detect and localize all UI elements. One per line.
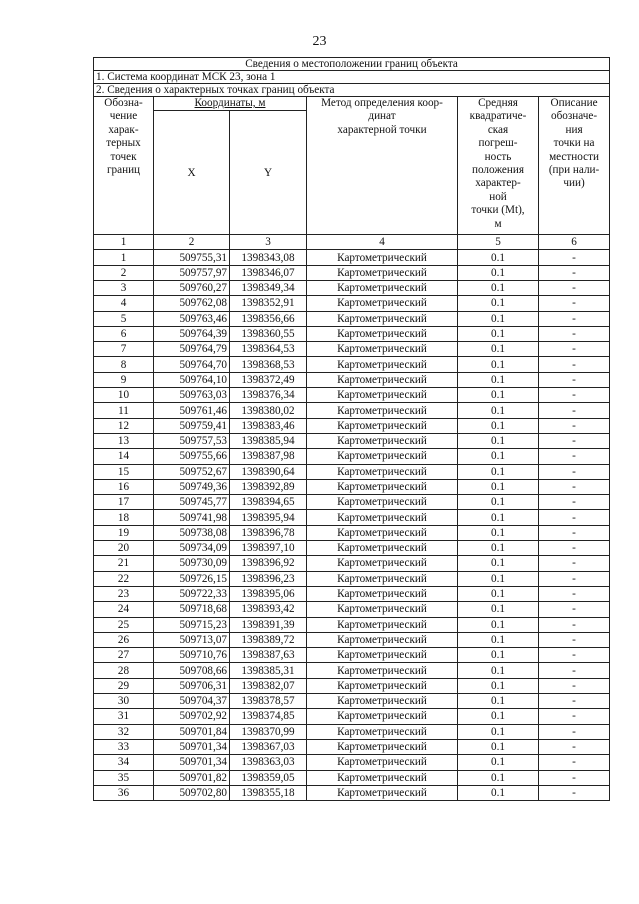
x-coordinate: 509718,68	[154, 602, 230, 617]
x-coordinate: 509761,46	[154, 403, 230, 418]
point-description: -	[539, 281, 610, 296]
y-coordinate: 1398378,57	[230, 694, 307, 709]
x-coordinate: 509752,67	[154, 464, 230, 479]
y-coordinate: 1398368,53	[230, 357, 307, 372]
x-coordinate: 509757,97	[154, 265, 230, 280]
mean-error: 0.1	[458, 342, 539, 357]
table-row	[94, 663, 610, 678]
table-title: Сведения о местоположении границ объекта	[94, 58, 610, 71]
header-coordinates-text: Координаты, м	[194, 97, 266, 109]
table-row	[94, 617, 610, 632]
y-coordinate: 1398396,78	[230, 525, 307, 540]
point-number: 16	[94, 479, 154, 494]
y-coordinate: 1398396,23	[230, 571, 307, 586]
method: Картометрический	[307, 571, 458, 586]
y-coordinate: 1398376,34	[230, 388, 307, 403]
x-coordinate: 509715,23	[154, 617, 230, 632]
mean-error: 0.1	[458, 663, 539, 678]
point-description: -	[539, 433, 610, 448]
point-description: -	[539, 326, 610, 341]
x-coordinate: 509763,03	[154, 388, 230, 403]
mean-error: 0.1	[458, 464, 539, 479]
table-row	[94, 326, 610, 341]
table-row	[94, 495, 610, 510]
x-coordinate: 509710,76	[154, 648, 230, 663]
mean-error: 0.1	[458, 433, 539, 448]
mean-error: 0.1	[458, 770, 539, 785]
method: Картометрический	[307, 648, 458, 663]
y-coordinate: 1398380,02	[230, 403, 307, 418]
x-coordinate: 509755,66	[154, 449, 230, 464]
mean-error: 0.1	[458, 311, 539, 326]
method: Картометрический	[307, 311, 458, 326]
point-description: -	[539, 694, 610, 709]
method: Картометрический	[307, 694, 458, 709]
table-row	[94, 479, 610, 494]
y-coordinate: 1398360,55	[230, 326, 307, 341]
point-number: 27	[94, 648, 154, 663]
y-coordinate: 1398395,06	[230, 586, 307, 601]
point-number: 12	[94, 418, 154, 433]
y-coordinate: 1398397,10	[230, 541, 307, 556]
mean-error: 0.1	[458, 602, 539, 617]
y-coordinate: 1398391,39	[230, 617, 307, 632]
boundary-table	[93, 57, 610, 801]
table-row	[94, 541, 610, 556]
mean-error: 0.1	[458, 617, 539, 632]
point-description: -	[539, 541, 610, 556]
table-row	[94, 250, 610, 265]
point-description: -	[539, 602, 610, 617]
method: Картометрический	[307, 296, 458, 311]
x-coordinate: 509764,39	[154, 326, 230, 341]
x-coordinate: 509764,79	[154, 342, 230, 357]
table-row	[94, 281, 610, 296]
method: Картометрический	[307, 602, 458, 617]
point-number: 1	[94, 250, 154, 265]
x-coordinate: 509759,41	[154, 418, 230, 433]
method: Картометрический	[307, 388, 458, 403]
method: Картометрический	[307, 403, 458, 418]
header-description	[539, 97, 610, 235]
point-description: -	[539, 770, 610, 785]
method: Картометрический	[307, 617, 458, 632]
point-number: 31	[94, 709, 154, 724]
table-row	[94, 785, 610, 800]
y-coordinate: 1398382,07	[230, 678, 307, 693]
point-number: 3	[94, 281, 154, 296]
x-coordinate: 509734,09	[154, 541, 230, 556]
point-description: -	[539, 403, 610, 418]
point-description: -	[539, 357, 610, 372]
point-number: 20	[94, 541, 154, 556]
table-row	[94, 556, 610, 571]
table-row	[94, 694, 610, 709]
point-number: 14	[94, 449, 154, 464]
method: Картометрический	[307, 449, 458, 464]
header-error-text: Средняя квадратиче- ская погреш- ность положения характер- ной точки (Mt), м	[469, 97, 527, 230]
column-number: 4	[307, 235, 458, 250]
x-coordinate: 509706,31	[154, 678, 230, 693]
mean-error: 0.1	[458, 571, 539, 586]
table-row	[94, 678, 610, 693]
x-coordinate: 509745,77	[154, 495, 230, 510]
column-number: 5	[458, 235, 539, 250]
point-description: -	[539, 510, 610, 525]
point-number: 18	[94, 510, 154, 525]
mean-error: 0.1	[458, 525, 539, 540]
header-error	[458, 97, 539, 235]
mean-error: 0.1	[458, 541, 539, 556]
column-number: 6	[539, 235, 610, 250]
x-coordinate: 509708,66	[154, 663, 230, 678]
point-description: -	[539, 265, 610, 280]
method: Картометрический	[307, 265, 458, 280]
point-number: 15	[94, 464, 154, 479]
point-description: -	[539, 479, 610, 494]
method: Картометрический	[307, 785, 458, 800]
x-coordinate: 509702,80	[154, 785, 230, 800]
method: Картометрический	[307, 739, 458, 754]
point-number: 34	[94, 755, 154, 770]
point-number: 25	[94, 617, 154, 632]
mean-error: 0.1	[458, 694, 539, 709]
y-coordinate: 1398389,72	[230, 632, 307, 647]
method: Картометрический	[307, 250, 458, 265]
method: Картометрический	[307, 464, 458, 479]
point-description: -	[539, 632, 610, 647]
header-description-text: Описание обозначе- ния точки на местности (при нали- чии)	[548, 97, 600, 190]
point-number: 8	[94, 357, 154, 372]
x-coordinate: 509701,34	[154, 755, 230, 770]
point-description: -	[539, 418, 610, 433]
mean-error: 0.1	[458, 296, 539, 311]
page-number: 23	[312, 34, 327, 49]
mean-error: 0.1	[458, 250, 539, 265]
table-row	[94, 510, 610, 525]
method: Картометрический	[307, 586, 458, 601]
table-row	[94, 525, 610, 540]
table-row	[94, 770, 610, 785]
y-coordinate: 1398372,49	[230, 372, 307, 387]
point-description: -	[539, 525, 610, 540]
point-number: 9	[94, 372, 154, 387]
table-row	[94, 433, 610, 448]
method: Картометрический	[307, 342, 458, 357]
method: Картометрический	[307, 724, 458, 739]
point-number: 6	[94, 326, 154, 341]
point-description: -	[539, 388, 610, 403]
point-description: -	[539, 556, 610, 571]
table-row	[94, 296, 610, 311]
column-number: 1	[94, 235, 154, 250]
method: Картометрический	[307, 479, 458, 494]
header-point-designation	[94, 97, 154, 235]
point-number: 4	[94, 296, 154, 311]
mean-error: 0.1	[458, 632, 539, 647]
x-coordinate: 509757,53	[154, 433, 230, 448]
y-coordinate: 1398393,42	[230, 602, 307, 617]
x-coordinate: 509702,92	[154, 709, 230, 724]
point-number: 17	[94, 495, 154, 510]
table-row	[94, 632, 610, 647]
point-number: 28	[94, 663, 154, 678]
y-coordinate: 1398346,07	[230, 265, 307, 280]
point-number: 21	[94, 556, 154, 571]
mean-error: 0.1	[458, 449, 539, 464]
header-x: X	[154, 111, 230, 235]
y-coordinate: 1398395,94	[230, 510, 307, 525]
table-row	[94, 602, 610, 617]
y-coordinate: 1398363,03	[230, 755, 307, 770]
point-description: -	[539, 342, 610, 357]
mean-error: 0.1	[458, 510, 539, 525]
mean-error: 0.1	[458, 418, 539, 433]
y-coordinate: 1398394,65	[230, 495, 307, 510]
x-coordinate: 509726,15	[154, 571, 230, 586]
mean-error: 0.1	[458, 495, 539, 510]
y-coordinate: 1398392,89	[230, 479, 307, 494]
method: Картометрический	[307, 433, 458, 448]
x-coordinate: 509755,31	[154, 250, 230, 265]
point-description: -	[539, 678, 610, 693]
method: Картометрический	[307, 755, 458, 770]
column-number: 3	[230, 235, 307, 250]
method: Картометрический	[307, 326, 458, 341]
method: Картометрический	[307, 510, 458, 525]
method: Картометрический	[307, 556, 458, 571]
point-description: -	[539, 311, 610, 326]
point-description: -	[539, 250, 610, 265]
table-row	[94, 388, 610, 403]
x-coordinate: 509741,98	[154, 510, 230, 525]
x-coordinate: 509701,84	[154, 724, 230, 739]
method: Картометрический	[307, 418, 458, 433]
column-number: 2	[154, 235, 230, 250]
mean-error: 0.1	[458, 586, 539, 601]
table-row	[94, 357, 610, 372]
mean-error: 0.1	[458, 281, 539, 296]
point-number: 32	[94, 724, 154, 739]
point-number: 36	[94, 785, 154, 800]
y-coordinate: 1398370,99	[230, 724, 307, 739]
point-number: 24	[94, 602, 154, 617]
mean-error: 0.1	[458, 556, 539, 571]
method: Картометрический	[307, 357, 458, 372]
method: Картометрический	[307, 770, 458, 785]
point-description: -	[539, 648, 610, 663]
mean-error: 0.1	[458, 479, 539, 494]
y-coordinate: 1398349,34	[230, 281, 307, 296]
column-number-row	[94, 235, 610, 250]
point-description: -	[539, 739, 610, 754]
table-row	[94, 265, 610, 280]
x-coordinate: 509701,34	[154, 739, 230, 754]
header-method-text: Метод определения коор- динат характерной точки	[321, 97, 443, 136]
point-number: 33	[94, 739, 154, 754]
table-row	[94, 648, 610, 663]
mean-error: 0.1	[458, 372, 539, 387]
header-coordinates	[154, 97, 307, 111]
x-coordinate: 509764,10	[154, 372, 230, 387]
method: Картометрический	[307, 525, 458, 540]
y-coordinate: 1398364,53	[230, 342, 307, 357]
mean-error: 0.1	[458, 785, 539, 800]
y-coordinate: 1398355,18	[230, 785, 307, 800]
mean-error: 0.1	[458, 388, 539, 403]
point-number: 26	[94, 632, 154, 647]
table-row	[94, 739, 610, 754]
point-number: 22	[94, 571, 154, 586]
point-description: -	[539, 663, 610, 678]
y-coordinate: 1398383,46	[230, 418, 307, 433]
mean-error: 0.1	[458, 357, 539, 372]
mean-error: 0.1	[458, 755, 539, 770]
y-coordinate: 1398374,85	[230, 709, 307, 724]
table-row	[94, 586, 610, 601]
method: Картометрический	[307, 663, 458, 678]
table-row	[94, 724, 610, 739]
point-description: -	[539, 617, 610, 632]
point-number: 23	[94, 586, 154, 601]
point-description: -	[539, 571, 610, 586]
mean-error: 0.1	[458, 648, 539, 663]
table-row	[94, 372, 610, 387]
method: Картометрический	[307, 541, 458, 556]
method: Картометрический	[307, 372, 458, 387]
mean-error: 0.1	[458, 678, 539, 693]
mean-error: 0.1	[458, 709, 539, 724]
x-coordinate: 509722,33	[154, 586, 230, 601]
table-row	[94, 403, 610, 418]
y-coordinate: 1398390,64	[230, 464, 307, 479]
point-number: 10	[94, 388, 154, 403]
y-coordinate: 1398385,94	[230, 433, 307, 448]
y-coordinate: 1398343,08	[230, 250, 307, 265]
table-row	[94, 709, 610, 724]
method: Картометрический	[307, 632, 458, 647]
point-description: -	[539, 495, 610, 510]
table-row	[94, 464, 610, 479]
point-number: 11	[94, 403, 154, 418]
method: Картометрический	[307, 281, 458, 296]
point-number: 7	[94, 342, 154, 357]
y-coordinate: 1398352,91	[230, 296, 307, 311]
y-coordinate: 1398367,03	[230, 739, 307, 754]
point-description: -	[539, 785, 610, 800]
point-description: -	[539, 586, 610, 601]
point-description: -	[539, 464, 610, 479]
method: Картометрический	[307, 709, 458, 724]
header-point-designation-text: Обозна- чение харак- терных точек границ	[104, 97, 143, 177]
y-coordinate: 1398385,31	[230, 663, 307, 678]
point-number: 5	[94, 311, 154, 326]
x-coordinate: 509701,82	[154, 770, 230, 785]
x-coordinate: 509764,70	[154, 357, 230, 372]
point-number: 30	[94, 694, 154, 709]
y-coordinate: 1398387,63	[230, 648, 307, 663]
x-coordinate: 509762,08	[154, 296, 230, 311]
point-number: 13	[94, 433, 154, 448]
mean-error: 0.1	[458, 739, 539, 754]
point-number: 35	[94, 770, 154, 785]
x-coordinate: 509713,07	[154, 632, 230, 647]
table-row	[94, 418, 610, 433]
point-number: 29	[94, 678, 154, 693]
point-description: -	[539, 755, 610, 770]
table-row	[94, 311, 610, 326]
point-description: -	[539, 709, 610, 724]
point-number: 2	[94, 265, 154, 280]
mean-error: 0.1	[458, 724, 539, 739]
header-method	[307, 97, 458, 235]
table-row	[94, 449, 610, 464]
mean-error: 0.1	[458, 326, 539, 341]
x-coordinate: 509763,46	[154, 311, 230, 326]
table-row	[94, 755, 610, 770]
mean-error: 0.1	[458, 403, 539, 418]
y-coordinate: 1398387,98	[230, 449, 307, 464]
x-coordinate: 509749,36	[154, 479, 230, 494]
point-description: -	[539, 449, 610, 464]
point-description: -	[539, 372, 610, 387]
section-heading: 2. Сведения о характерных точках границ объекта	[94, 84, 610, 97]
x-coordinate: 509730,09	[154, 556, 230, 571]
point-description: -	[539, 296, 610, 311]
y-coordinate: 1398356,66	[230, 311, 307, 326]
y-coordinate: 1398359,05	[230, 770, 307, 785]
table-row	[94, 342, 610, 357]
method: Картометрический	[307, 678, 458, 693]
header-y: Y	[230, 111, 307, 235]
method: Картометрический	[307, 495, 458, 510]
x-coordinate: 509760,27	[154, 281, 230, 296]
point-number: 19	[94, 525, 154, 540]
coordinate-system: 1. Система координат МСК 23, зона 1	[94, 71, 610, 84]
point-description: -	[539, 724, 610, 739]
x-coordinate: 509738,08	[154, 525, 230, 540]
y-coordinate: 1398396,92	[230, 556, 307, 571]
x-coordinate: 509704,37	[154, 694, 230, 709]
table-row	[94, 571, 610, 586]
mean-error: 0.1	[458, 265, 539, 280]
